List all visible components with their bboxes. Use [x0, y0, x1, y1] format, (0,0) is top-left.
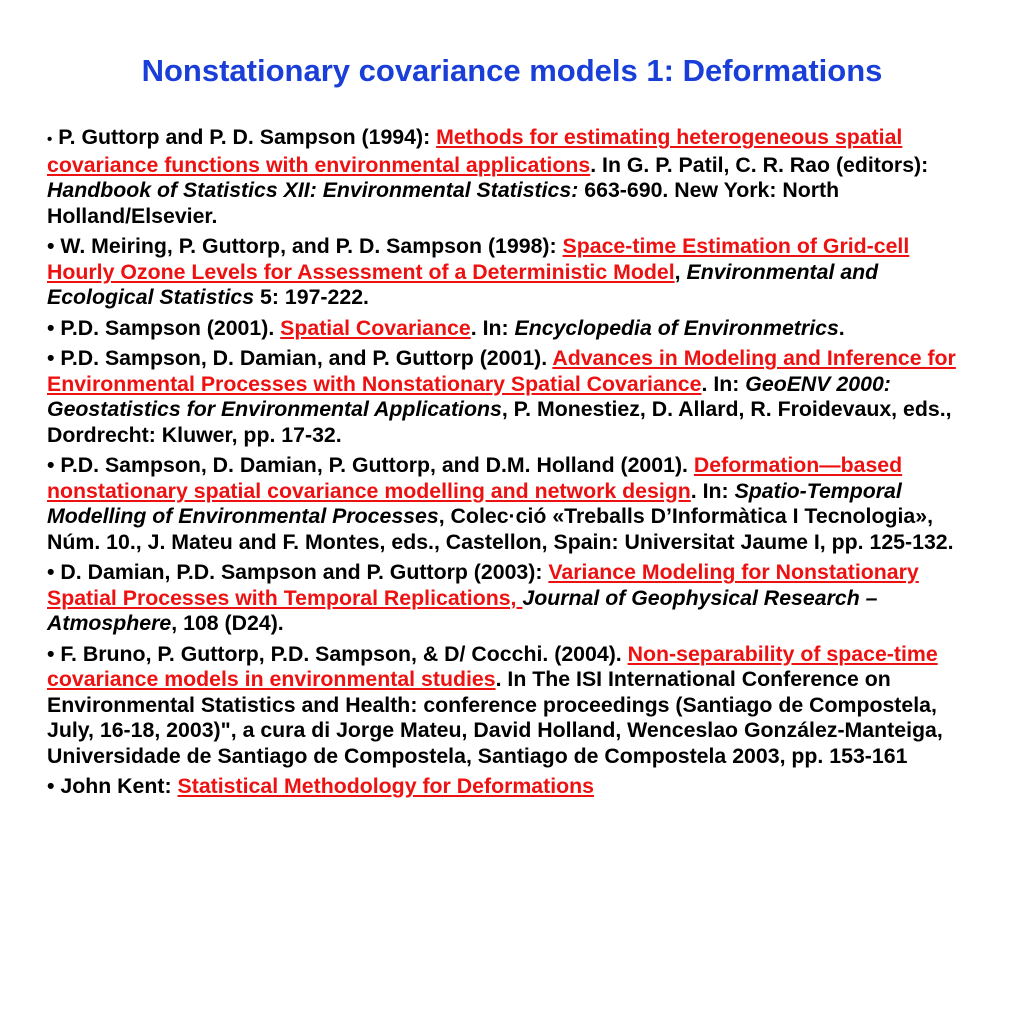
- ref-link[interactable]: Spatial Covariance: [280, 315, 471, 340]
- ref-authors: W. Meiring, P. Guttorp, and P. D. Sampson (1998):: [60, 234, 563, 258]
- ref-venue: Encyclopedia of Environmetrics: [514, 315, 839, 340]
- ref-mid: ,: [674, 259, 687, 284]
- bullet: •: [47, 346, 55, 370]
- ref-tail: , Colec·ció «Treballs D’Informàtica I Tecnologia», Núm. 10., J. Mateu and F. Montes, eds., Castellon, Spain: Universitat Jaume I, pp. 125-132.: [47, 504, 954, 554]
- bullet: •: [47, 560, 55, 584]
- bullet: •: [47, 131, 53, 148]
- ref-authors: P.D. Sampson, D. Damian, P. Guttorp, and D.M. Holland (2001).: [60, 453, 694, 477]
- ref-link[interactable]: Statistical Methodology for Deformations: [177, 774, 595, 798]
- ref-mid: . In:: [470, 315, 515, 340]
- ref-tail: , P. Monestiez, D. Allard, R. Froidevaux, eds., Dordrecht: Kluwer, pp. 17-32.: [47, 397, 952, 447]
- ref-mid: . In:: [690, 478, 735, 503]
- ref-mid: . In G. P. Patil, C. R. Rao (editors):: [590, 152, 929, 177]
- ref-venue: Spatio-Temporal Modelling of Environmental Processes: [47, 478, 902, 528]
- ref-authors: P.D. Sampson (2001).: [60, 315, 281, 340]
- ref-venue: Handbook of Statistics XII: Environmental Statistics:: [47, 178, 579, 202]
- ref-tail: 5: 197-222.: [254, 285, 369, 309]
- ref-link[interactable]: Methods for estimating heterogeneous spatial covariance functions with environmental applications: [47, 125, 903, 177]
- list-item: [47, 642, 977, 770]
- ref-mid: . In:: [701, 371, 746, 396]
- ref-link[interactable]: Variance Modeling for Nonstationary Spatial Processes with Temporal Replications,: [47, 560, 919, 610]
- list-item: [47, 774, 977, 800]
- ref-authors: F. Bruno, P. Guttorp, P.D. Sampson, & D/ Cocchi. (2004).: [60, 641, 628, 666]
- bullet: •: [47, 641, 55, 666]
- page-title: Nonstationary covariance models 1: Deformations: [141, 53, 883, 88]
- ref-tail: , 108 (D24).: [171, 611, 284, 635]
- ref-authors: P. Guttorp and P. D. Sampson (1994):: [58, 125, 437, 149]
- ref-authors: P.D. Sampson, D. Damian, and P. Guttorp (2001).: [60, 346, 553, 370]
- bullet: •: [47, 315, 55, 340]
- bullet: •: [47, 453, 55, 477]
- ref-authors: D. Damian, P.D. Sampson and P. Guttorp (2003):: [60, 560, 549, 584]
- ref-link[interactable]: Non-separability of space-time covariance models in environmental studies: [47, 641, 938, 691]
- ref-link[interactable]: Deformation—based nonstationary spatial covariance modelling and network design: [47, 453, 903, 503]
- list-item: [47, 453, 977, 555]
- ref-tail: .: [838, 315, 845, 340]
- list-item: [47, 234, 977, 311]
- ref-venue: Journal of Geophysical Research – Atmosphere: [47, 585, 878, 635]
- bullet: •: [47, 234, 55, 258]
- ref-mid: . In The ISI International Conference on Environmental Statistics and Health: conference proceedings (Santiago de Compostela, July, 16-18, 2003)", a cura di Jorge Mateu, David Holland, Wenceslao González-Manteiga, Universidade de Santiago de Compostela, Santiago de Compostela 2003, pp. 153-161: [47, 667, 943, 768]
- reference-list: [47, 125, 977, 805]
- ref-venue: GeoENV 2000: Geostatistics for Environmental Applications: [47, 371, 891, 421]
- list-item: [47, 125, 977, 229]
- list-item: [47, 346, 977, 448]
- list-item: [47, 316, 977, 342]
- ref-authors: John Kent:: [60, 774, 178, 798]
- ref-venue: Environmental and Ecological Statistics: [47, 259, 879, 309]
- bullet: •: [47, 774, 55, 798]
- ref-tail: 663-690. New York: North Holland/Elsevier.: [47, 178, 840, 228]
- list-item: [47, 560, 977, 637]
- ref-link[interactable]: Advances in Modeling and Inference for Environmental Processes with Nonstationary Spatial Covariance: [47, 346, 956, 396]
- ref-link[interactable]: Space-time Estimation of Grid-cell Hourly Ozone Levels for Assessment of a Deterministic Model: [47, 234, 910, 284]
